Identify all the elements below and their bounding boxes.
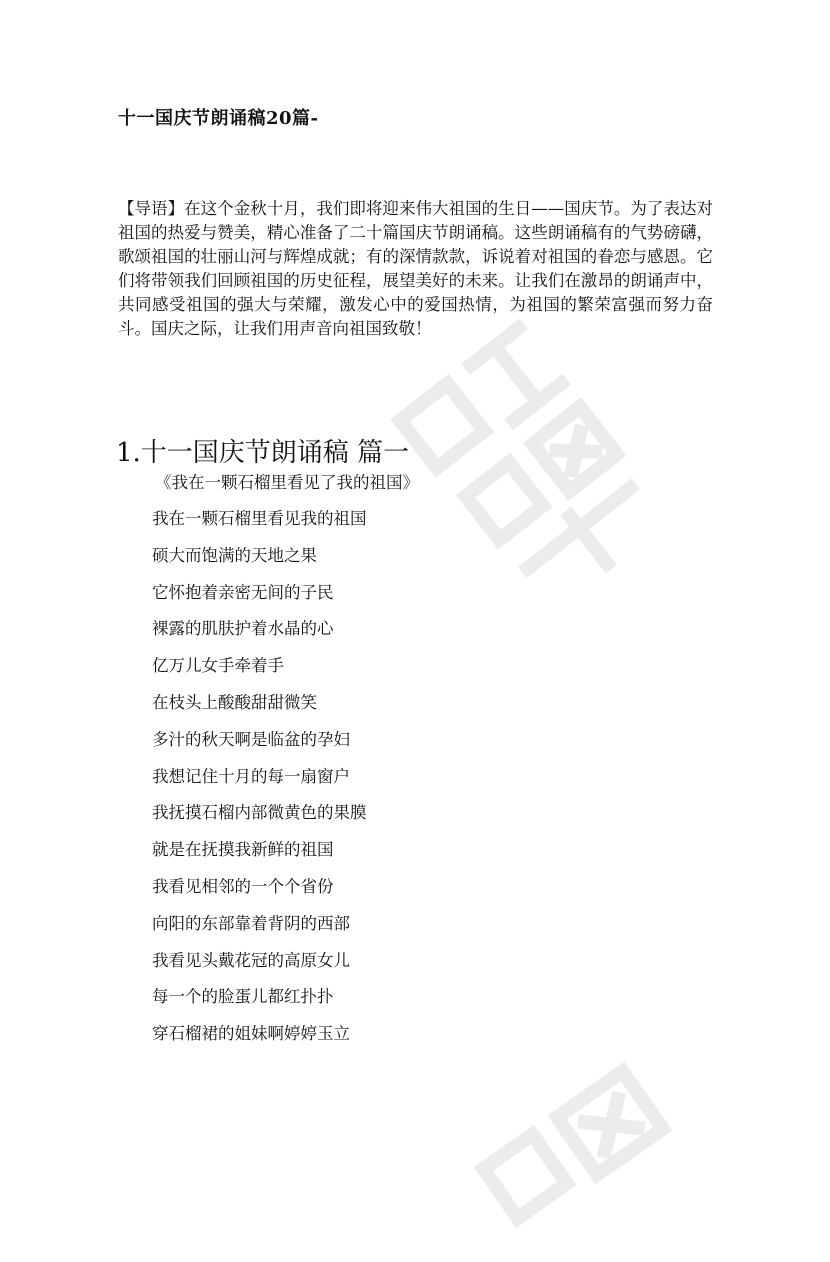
- poem-line: 我看见相邻的一个个省份: [152, 876, 334, 896]
- poem-line: 就是在抚摸我新鲜的祖国: [152, 840, 334, 860]
- poem-line: 它怀抱着亲密无间的子民: [152, 582, 334, 602]
- poem-lines: [152, 508, 367, 1060]
- watermark-logo: [372, 300, 688, 630]
- poem-line: 裸露的肌肤护着水晶的心: [152, 619, 334, 639]
- poem-line: 我抚摸石榴内部微黄色的果膜: [152, 803, 367, 823]
- section-heading: 1.十一国庆节朗诵稿 篇一: [116, 438, 410, 469]
- poem-line: 我想记住十月的每一扇窗户: [152, 766, 350, 786]
- poem-line: 在枝头上酸酸甜甜微笑: [152, 692, 317, 712]
- poem-line: 向阳的东部靠着背阴的西部: [152, 913, 350, 933]
- poem-line: 硕大而饱满的天地之果: [152, 545, 317, 565]
- document-title: 十一国庆节朗诵稿20篇-: [118, 108, 319, 129]
- poem-line: 亿万儿女手牵着手: [152, 656, 284, 676]
- poem-line: 我在一颗石榴里看见我的祖国: [152, 509, 367, 528]
- watermark-logo-bottom: [455, 1038, 704, 1262]
- poem-line: 我看见头戴花冠的高原女儿: [152, 950, 350, 970]
- poem-line: 穿石榴裙的姐妹啊婷婷玉立: [152, 1024, 350, 1044]
- intro-paragraph: 【导语】在这个金秋十月，我们即将迎来伟大祖国的生日——国庆节。为了表达对祖国的热爱与赞美，精心准备了二十篇国庆节朗诵稿。这些朗诵稿有的气势磅礴，歌颂祖国的壮丽山河与辉煌成就；有的深情款款，诉说着对祖国的眷恋与感恩。它们将带领我们回顾祖国的历史征程，展望美好的未来。让我们在激昂的朗诵声中，共同感受祖国的强大与荣耀，激发心中的爱国热情，为祖国的繁荣富强而努力奋斗。国庆之际，让我们用声音向祖国致敬！: [118, 199, 713, 338]
- poem-line: 多汁的秋天啊是临盆的孕妇: [152, 729, 350, 749]
- poem-line: 每一个的脸蛋儿都红扑扑: [152, 987, 334, 1007]
- poem-title: 《我在一颗石榴里看见了我的祖国》: [155, 473, 419, 492]
